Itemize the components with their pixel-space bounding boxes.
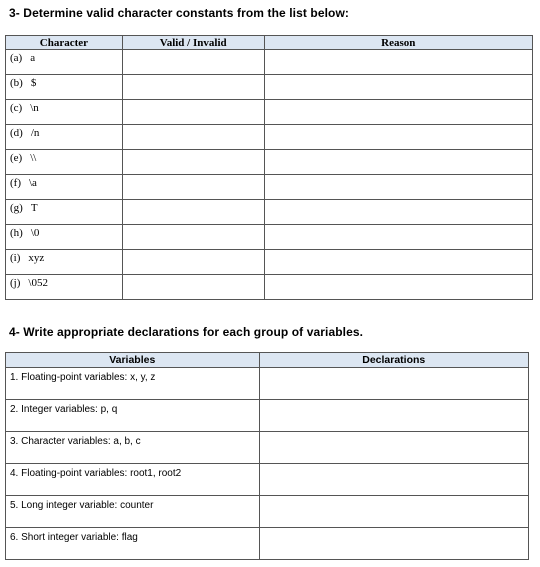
- table-row: [6, 100, 533, 125]
- item-label: (i): [10, 252, 21, 264]
- section-4-heading: 4- Write appropriate declarations for each group of variables.: [9, 325, 364, 339]
- item-label: (c): [10, 102, 23, 114]
- section-3-heading: 3- Determine valid character constants from the list below:: [9, 6, 349, 20]
- table-row: [6, 464, 529, 496]
- character-cell: [6, 250, 123, 275]
- valid-invalid-answer-cell[interactable]: [122, 275, 264, 300]
- character-cell: [6, 50, 123, 75]
- reason-answer-cell[interactable]: [264, 125, 532, 150]
- reason-answer-cell[interactable]: [264, 175, 532, 200]
- character-value: $: [30, 77, 37, 89]
- character-value: \0: [30, 227, 40, 239]
- valid-invalid-answer-cell[interactable]: [122, 100, 264, 125]
- item-label: (e): [10, 152, 23, 164]
- variables-cell: 4. Floating-point variables: root1, root2: [6, 464, 260, 496]
- valid-invalid-answer-cell[interactable]: [122, 75, 264, 100]
- table-row: [6, 496, 529, 528]
- variables-cell: 6. Short integer variable: flag: [6, 528, 260, 560]
- declaration-answer-cell[interactable]: [259, 464, 529, 496]
- character-constants-table: [5, 35, 533, 300]
- character-value: \n: [30, 102, 39, 114]
- character-value: xyz: [28, 252, 45, 264]
- item-label: (j): [10, 277, 21, 289]
- declaration-answer-cell[interactable]: [259, 528, 529, 560]
- table-row: [6, 150, 533, 175]
- table-row: [6, 432, 529, 464]
- character-cell: [6, 200, 123, 225]
- reason-answer-cell[interactable]: [264, 200, 532, 225]
- variables-cell: 3. Character variables: a, b, c: [6, 432, 260, 464]
- character-cell: [6, 100, 123, 125]
- reason-answer-cell[interactable]: [264, 75, 532, 100]
- character-cell: [6, 275, 123, 300]
- reason-answer-cell[interactable]: [264, 275, 532, 300]
- valid-invalid-answer-cell[interactable]: [122, 225, 264, 250]
- table-header-row: [6, 36, 533, 50]
- reason-answer-cell[interactable]: [264, 150, 532, 175]
- variables-cell: 2. Integer variables: p, q: [6, 400, 260, 432]
- valid-invalid-answer-cell[interactable]: [122, 125, 264, 150]
- header-valid-invalid: Valid / Invalid: [122, 36, 264, 50]
- item-label: (b): [10, 77, 23, 89]
- item-label: (h): [10, 227, 23, 239]
- character-value: /n: [30, 127, 40, 139]
- variables-cell: 1. Floating-point variables: x, y, z: [6, 368, 260, 400]
- table-row: [6, 75, 533, 100]
- character-value: T: [30, 202, 38, 214]
- valid-invalid-answer-cell[interactable]: [122, 150, 264, 175]
- reason-answer-cell[interactable]: [264, 225, 532, 250]
- declaration-answer-cell[interactable]: [259, 400, 529, 432]
- character-value: \052: [28, 277, 48, 289]
- character-cell: [6, 150, 123, 175]
- table-header-row: [6, 353, 529, 368]
- character-cell: [6, 75, 123, 100]
- character-cell: [6, 175, 123, 200]
- item-label: (f): [10, 177, 21, 189]
- declaration-answer-cell[interactable]: [259, 432, 529, 464]
- character-value: \\: [30, 152, 37, 164]
- table-row: [6, 368, 529, 400]
- valid-invalid-answer-cell[interactable]: [122, 250, 264, 275]
- table-row: [6, 50, 533, 75]
- character-cell: [6, 225, 123, 250]
- item-label: (a): [10, 52, 23, 64]
- valid-invalid-answer-cell[interactable]: [122, 200, 264, 225]
- table-row: [6, 275, 533, 300]
- declaration-answer-cell[interactable]: [259, 496, 529, 528]
- character-value: \a: [29, 177, 37, 189]
- declarations-table: [5, 352, 529, 560]
- header-reason: Reason: [264, 36, 532, 50]
- valid-invalid-answer-cell[interactable]: [122, 175, 264, 200]
- character-value: a: [30, 52, 36, 64]
- variables-cell: 5. Long integer variable: counter: [6, 496, 260, 528]
- table-row: [6, 225, 533, 250]
- table-row: [6, 175, 533, 200]
- table-row: [6, 528, 529, 560]
- table-row: [6, 200, 533, 225]
- table-row: [6, 400, 529, 432]
- item-label: (g): [10, 202, 23, 214]
- declaration-answer-cell[interactable]: [259, 368, 529, 400]
- item-label: (d): [10, 127, 23, 139]
- valid-invalid-answer-cell[interactable]: [122, 50, 264, 75]
- header-declarations: Declarations: [259, 353, 529, 368]
- header-character: Character: [6, 36, 123, 50]
- character-cell: [6, 125, 123, 150]
- table-row: [6, 250, 533, 275]
- reason-answer-cell[interactable]: [264, 50, 532, 75]
- reason-answer-cell[interactable]: [264, 100, 532, 125]
- header-variables: Variables: [6, 353, 260, 368]
- table-row: [6, 125, 533, 150]
- reason-answer-cell[interactable]: [264, 250, 532, 275]
